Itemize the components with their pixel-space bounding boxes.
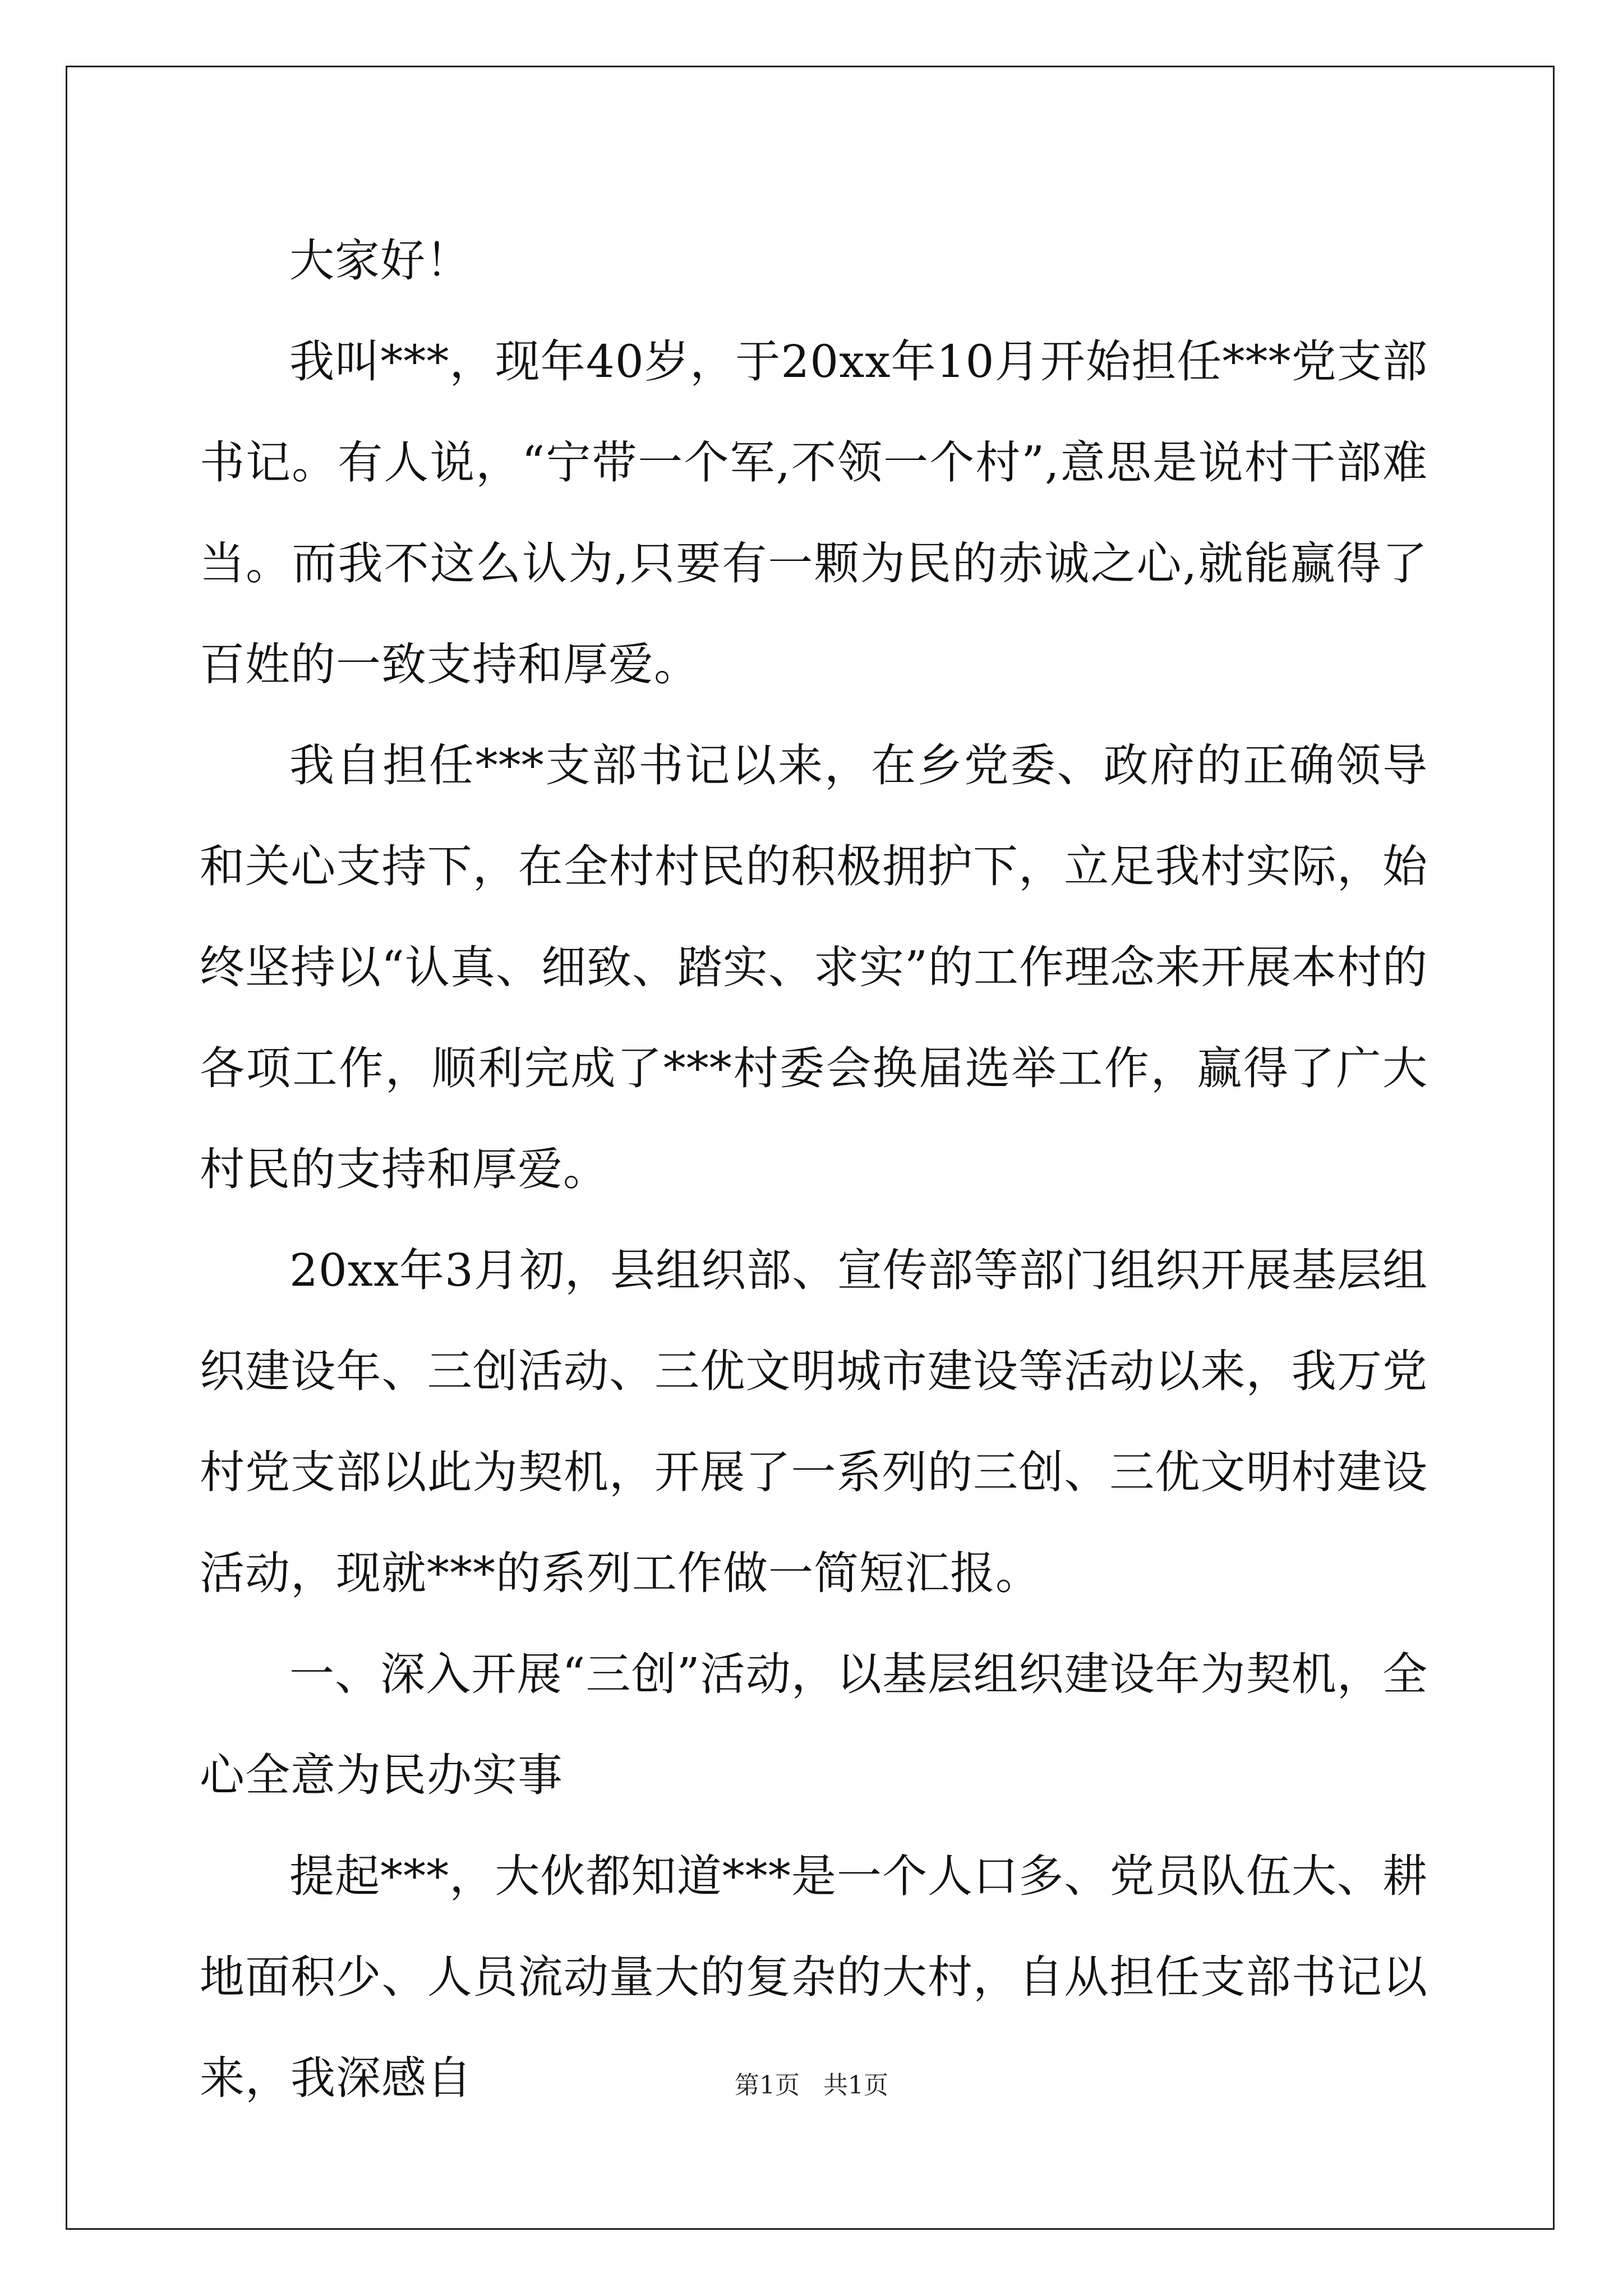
paragraph-village-overview: 提起***，大伙都知道***是一个人口多、党员队伍大、耕地面积少、人员流动量大的复杂的大村，自从担任支部书记以来，我深感自	[200, 1850, 1428, 2104]
paragraph-introduction: 我叫***，现年40岁，于20xx年10月开始担任***党支部书记。有人说，“宁带一个军,不领一个村”,意思是说村干部难当。而我不这么认为,只要有一颗为民的赤诚之心,就能赢得了百姓的一致支持和厚爱。	[200, 335, 1428, 691]
paragraph-activities: 20xx年3月初，县组织部、宣传部等部门组织开展基层组织建设年、三创活动、三优文明城市建设等活动以来，我万党村党支部以此为契机，开展了一系列的三创、三优文明村建设活动，现就***的系列工作做一简短汇报。	[200, 1244, 1428, 1599]
section-heading-one: 一、深入开展“三创”活动，以基层组织建设年为契机，全心全意为民办实事	[200, 1648, 1428, 1801]
paragraph-tenure: 我自担任***支部书记以来，在乡党委、政府的正确领导和关心支持下，在全村村民的积极拥护下，立足我村实际，始终坚持以“认真、细致、踏实、求实”的工作理念来开展本村的各项工作，顺利完成了***村委会换届选举工作，赢得了广大村民的支持和厚爱。	[200, 739, 1428, 1195]
document-body	[200, 210, 1428, 2129]
page-number-footer: 第1页 共1页	[735, 2071, 888, 2100]
paragraph-greeting: 大家好！	[289, 234, 471, 287]
